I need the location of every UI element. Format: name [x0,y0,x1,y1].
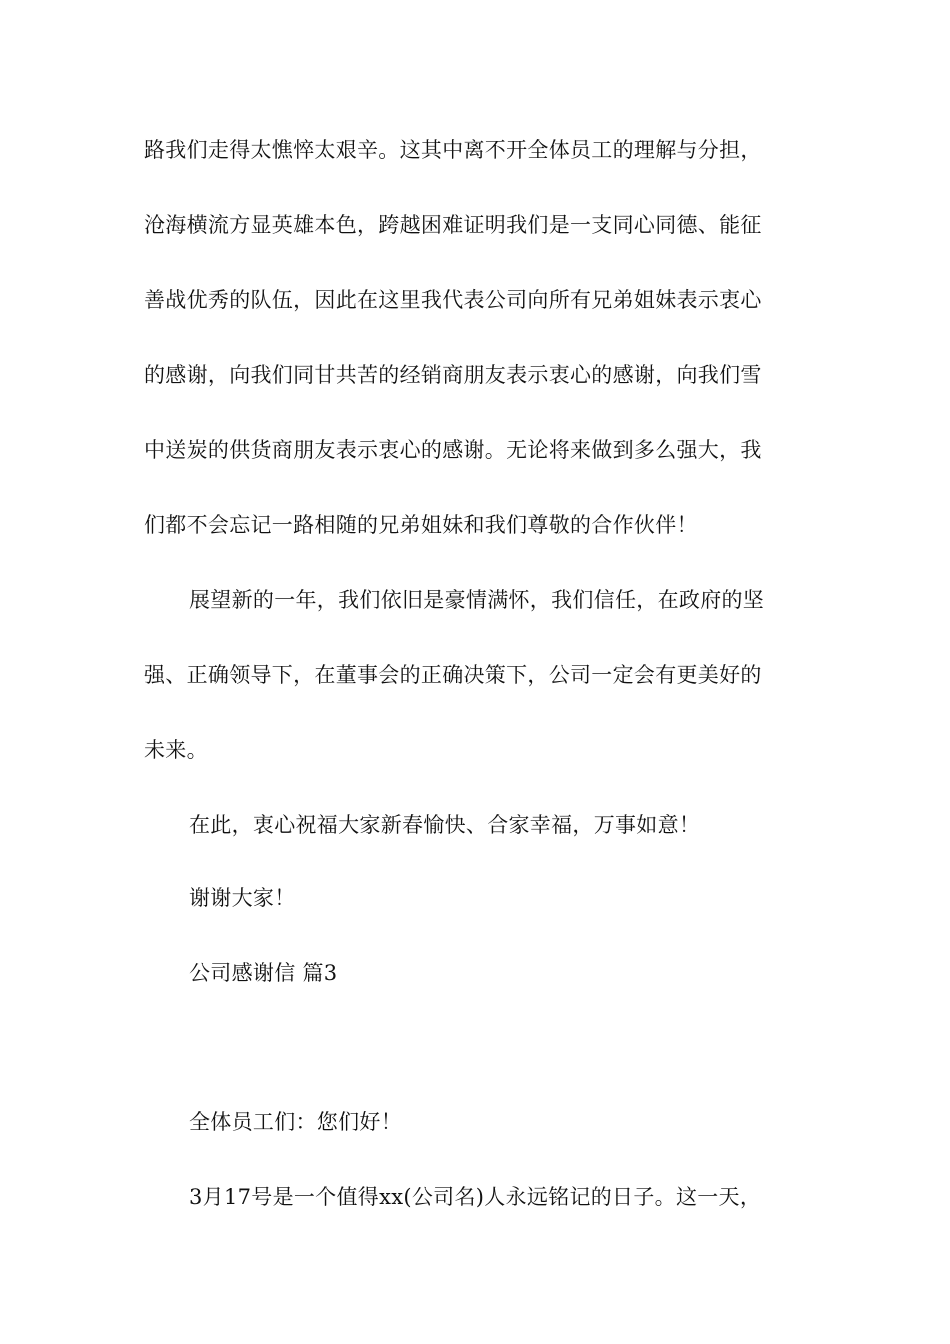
salutation-line: 全体员工们：您们好！ [189,1110,402,1134]
body-text-line: 的感谢，向我们同甘共苦的经销商朋友表示衷心的感谢，向我们雪 [144,363,762,387]
paragraph-start-line: 3月17号是一个值得xx(公司名)人永远铭记的日子。这一天， [189,1185,762,1209]
body-text-line: 中送炭的供货商朋友表示衷心的感谢。无论将来做到多么强大，我 [144,438,762,462]
paragraph-start-line: 谢谢大家！ [189,886,296,910]
body-text-line: 沧海横流方显英雄本色，跨越困难证明我们是一支同心同德、能征 [144,213,762,237]
paragraph-start-line: 展望新的一年，我们依旧是豪情满怀，我们信任，在政府的坚 [189,588,765,612]
body-text-line: 强、正确领导下，在董事会的正确决策下，公司一定会有更美好的 [144,663,762,687]
paragraph-start-line: 在此，衷心祝福大家新春愉快、合家幸福，万事如意！ [189,813,701,837]
body-text-line: 们都不会忘记一路相随的兄弟姐妹和我们尊敬的合作伙伴！ [144,513,698,537]
body-text-line: 未来。 [144,738,208,762]
body-text-line: 善战优秀的队伍，因此在这里我代表公司向所有兄弟姐妹表示衷心 [144,288,762,312]
section-heading: 公司感谢信 篇3 [189,961,338,985]
body-text-line: 路我们走得太憔悴太艰辛。这其中离不开全体员工的理解与分担， [144,138,762,162]
